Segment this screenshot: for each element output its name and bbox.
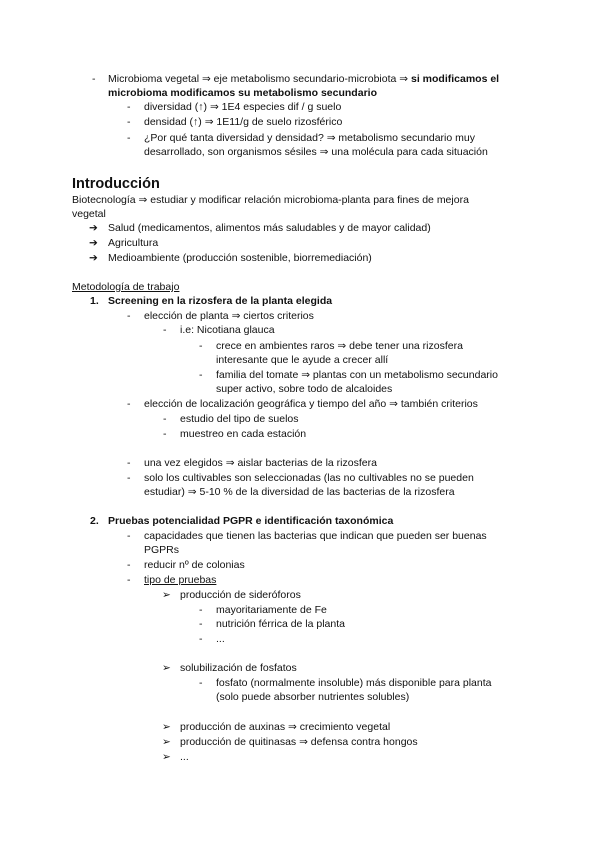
mayoritariamente-fe: mayoritariamente de Fe (216, 604, 327, 616)
fosfato-line-1: fosfato (normalmente insoluble) más disponible para planta (216, 677, 492, 689)
triangle-bullet-icon: ➢ (162, 721, 171, 733)
bullet-dash: - (92, 73, 96, 85)
triangle-bullet-icon: ➢ (162, 751, 171, 763)
aislar-bacterias: una vez elegidos ⇒ aislar bacterias de la rizosfera (144, 457, 377, 469)
bullet-dash: - (127, 530, 131, 542)
pregunta-line-1: ¿Por qué tanta diversidad y densidad? ⇒ metabolismo secundario muy (144, 132, 475, 144)
metodologia-heading: Metodología de trabajo (72, 281, 180, 293)
section-1-number: 1. (90, 295, 99, 307)
produccion-sideroforos: producción de sideróforos (180, 589, 301, 601)
capacidades-line-1: capacidades que tienen las bacterias que indican que pueden ser buenas (144, 530, 487, 542)
triangle-bullet-icon: ➢ (162, 736, 171, 748)
microbioma-line-2: microbioma modificamos su metabolismo secundario (108, 87, 377, 99)
estudio-suelos: estudio del tipo de suelos (180, 413, 299, 425)
familia-line-2: super activo, sobre todo de alcaloides (216, 383, 393, 395)
bullet-dash: - (127, 559, 131, 571)
triangle-bullet-icon: ➢ (162, 589, 171, 601)
intro-title: Introducción (72, 176, 160, 192)
bullet-dash: - (127, 132, 131, 144)
bullet-dash: - (127, 574, 131, 586)
bullet-dash: - (163, 428, 167, 440)
capacidades-line-2: PGPRs (144, 544, 180, 556)
bullet-dash: - (163, 324, 167, 336)
section-2-title: Pruebas potencialidad PGPR e identificación taxonómica (108, 515, 394, 527)
ellipsis: ... (180, 751, 189, 763)
arrow-bullet-icon: ➔ (89, 252, 98, 264)
muestreo-estacion: muestreo en cada estación (180, 428, 307, 440)
bullet-dash: - (199, 604, 203, 616)
bullet-dash: - (127, 398, 131, 410)
bullet-dash: - (127, 116, 131, 128)
fosfato-line-2: (solo puede absorber nutrientes solubles) (216, 691, 410, 703)
section-2-number: 2. (90, 515, 99, 527)
solubilizacion-fosfatos: solubilización de fosfatos (180, 662, 297, 674)
bullet-dash: - (127, 457, 131, 469)
bullet-dash: - (127, 472, 131, 484)
triangle-bullet-icon: ➢ (162, 662, 171, 674)
bullet-dash: - (199, 340, 203, 352)
section-1-title: Screening en la rizosfera de la planta elegida (108, 295, 333, 307)
arrow-bullet-icon: ➔ (89, 222, 98, 234)
bullet-dash: - (127, 310, 131, 322)
microbioma-line-1 (108, 72, 499, 87)
ellipsis: ... (216, 633, 225, 645)
produccion-auxinas: producción de auxinas ⇒ crecimiento vegetal (180, 721, 391, 733)
microbioma-text: Microbioma vegetal ⇒ eje metabolismo secundario-microbiota ⇒ (108, 73, 411, 85)
microbioma-bold: si modificamos el (410, 73, 500, 85)
eleccion-localizacion: elección de localización geográfica y tiempo del año ⇒ también criterios (144, 398, 478, 410)
eleccion-planta: elección de planta ⇒ ciertos criterios (144, 310, 314, 322)
cultivables-line-1: solo los cultivables son seleccionadas (las no cultivables no se pueden (144, 472, 474, 484)
crece-line-2: interesante que le ayude a crecer allí (216, 354, 389, 366)
bullet-dash: - (163, 413, 167, 425)
familia-line-1: familia del tomate ⇒ plantas con un metabolismo secundario (216, 369, 498, 381)
tipo-pruebas: tipo de pruebas (144, 574, 217, 586)
pregunta-line-2: desarrollado, son organismos sésiles ⇒ una molécula para cada situación (144, 146, 488, 158)
intro-item-salud: Salud (medicamentos, alimentos más saludables y de mayor calidad) (108, 222, 431, 234)
crece-line-1: crece en ambientes raros ⇒ debe tener una rizosfera (216, 340, 463, 352)
cultivables-line-2: estudiar) ⇒ 5-10 % de la diversidad de las bacterias de la rizosfera (144, 486, 455, 498)
densidad-item: densidad (↑) ⇒ 1E11/g de suelo rizosférico (144, 116, 343, 128)
intro-paragraph-line-2: vegetal (72, 208, 106, 220)
intro-paragraph-line-1: Biotecnología ⇒ estudiar y modificar relación microbioma-planta para fines de mejora (72, 194, 469, 206)
intro-item-medioambiente: Medioambiente (producción sostenible, biorremediación) (108, 252, 372, 264)
intro-item-agricultura: Agricultura (108, 237, 159, 249)
bullet-dash: - (199, 633, 203, 645)
bullet-dash: - (199, 618, 203, 630)
bullet-dash: - (199, 369, 203, 381)
bullet-dash: - (199, 677, 203, 689)
bullet-dash: - (127, 101, 131, 113)
diversidad-item: diversidad (↑) ⇒ 1E4 especies dif / g suelo (144, 101, 342, 113)
arrow-bullet-icon: ➔ (89, 237, 98, 249)
ie-nicotiana: i.e: Nicotiana glauca (180, 324, 275, 336)
reducir-colonias: reducir nº de colonias (144, 559, 245, 571)
nutricion-ferrica: nutrición férrica de la planta (216, 618, 345, 630)
produccion-quitinasas: producción de quitinasas ⇒ defensa contra hongos (180, 736, 418, 748)
